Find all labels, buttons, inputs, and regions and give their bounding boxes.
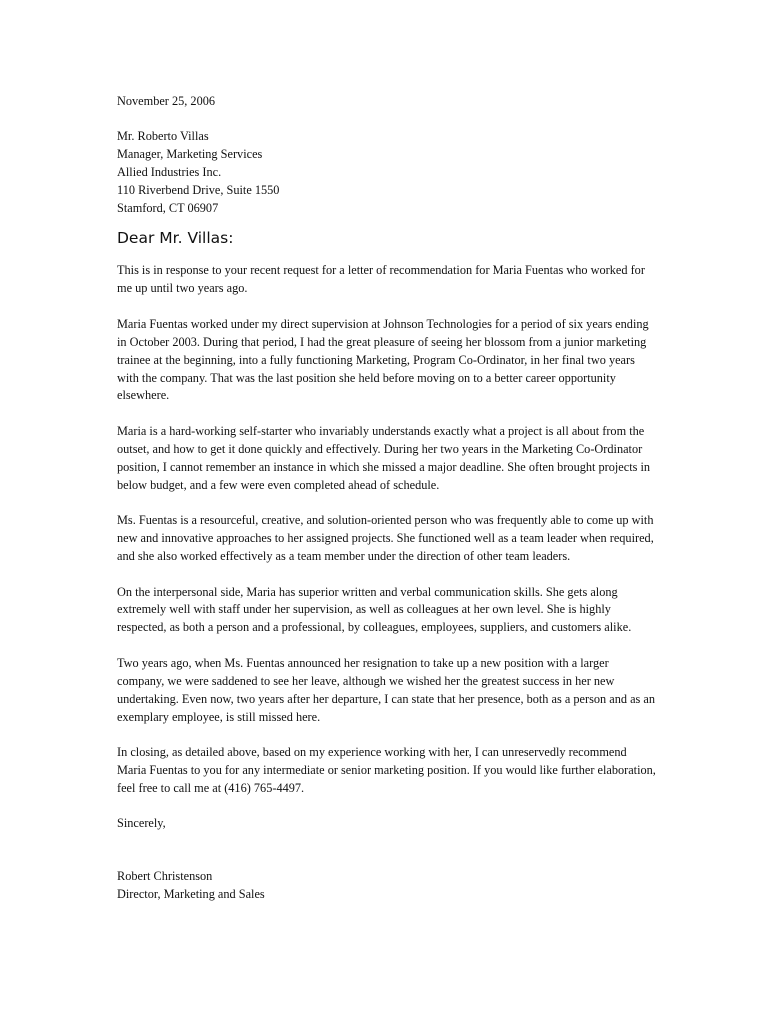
recipient-city: Stamford, CT 06907 [117,200,219,215]
recipient-street: 110 Riverbend Drive, Suite 1550 [117,182,280,197]
salutation: Dear Mr. Villas: [117,229,234,248]
recipient-title: Manager, Marketing Services [117,146,263,161]
letter-date: November 25, 2006 [117,94,216,108]
body-paragraph-4: Ms. Fuentas is a resourceful, creative, and solution-oriented person who was frequently able to come up with new and innovative approaches to her assigned projects. She functioned well as a team leader when required, and she also worked effectively as a team member under the direction of other team leaders. [117,513,654,563]
recommendation-letter [117,93,657,904]
recipient-address [117,128,657,218]
body-paragraph-6: Two years ago, when Ms. Fuentas announced her resignation to take up a new position with a larger company, we were saddened to see her leave, although we wished her the greatest success in her new undertaking. Even now, two years after her departure, I can state that her presence, both as a person and as an exemplary employee, is still missed here. [117,655,655,724]
body-paragraph-1: This is in response to your recent request for a letter of recommendation for Maria Fuentas who worked for me up until two years ago. [117,263,645,296]
signer-name: Robert Christenson [117,869,213,884]
signature-block [117,868,657,904]
body-paragraph-3: Maria is a hard-working self-starter who invariably understands exactly what a project is all about from the outset, and how to get it done quickly and effectively. During her two years in the Marketing Co-Ordinator position, I cannot remember an instance in which she missed a major deadline. She often brought projects in below budget, and a few were even completed ahead of schedule. [117,423,651,492]
recipient-company: Allied Industries Inc. [117,164,222,179]
closing: Sincerely, [117,816,166,831]
body-paragraph-2: Maria Fuentas worked under my direct supervision at Johnson Technologies for a period of six years ending in October 2003. During that period, I had the great pleasure of seeing her blossom from a junior marketing trainee at the beginning, into a fully functioning Marketing, Program Co-Ordinator, in her final two years with the company. That was the last position she held before moving on to a better career opportunity elsewhere. [117,316,649,403]
body-paragraph-5: On the interpersonal side, Maria has superior written and verbal communication skills. She gets along extremely well with staff under her supervision, as well as colleagues at her own level. She is highly respected, as both a person and a professional, by colleagues, employees, suppliers, and customers alike. [117,584,632,635]
recipient-name: Mr. Roberto Villas [117,128,209,143]
body-paragraph-7: In closing, as detailed above, based on my experience working with her, I can unreservedly recommend Maria Fuentas to you for any intermediate or senior marketing position. If you would like further elaboration, feel free to call me at (416) 765-4497. [117,745,656,795]
signer-title: Director, Marketing and Sales [117,887,265,902]
